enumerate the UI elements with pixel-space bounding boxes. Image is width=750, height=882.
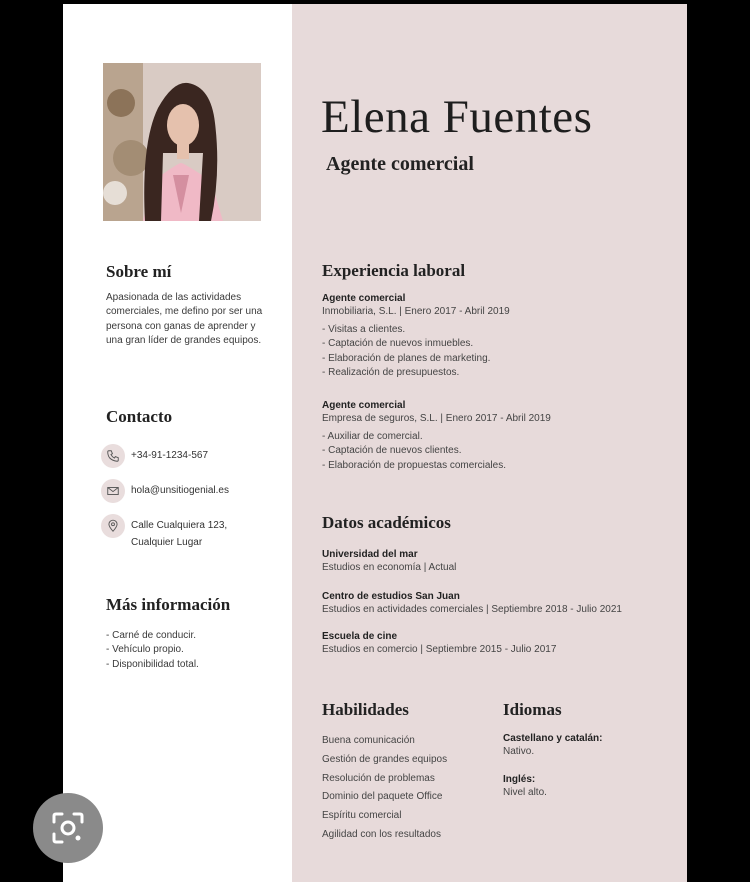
skill-item: Agilidad con los resultados (322, 828, 441, 840)
skill-item: Dominio del paquete Office (322, 791, 443, 803)
more-info-list (106, 629, 199, 672)
job-task: - Elaboración de planes de marketing. (322, 352, 491, 364)
contact-address (101, 514, 227, 551)
candidate-role: Agente comercial (326, 153, 474, 175)
job-role: Agente comercial (322, 293, 406, 304)
profile-photo (103, 63, 261, 221)
location-pin-icon (101, 514, 125, 538)
job-entry (322, 399, 551, 473)
phone-icon (101, 444, 125, 468)
education-entry (322, 590, 622, 616)
language-name: Castellano y catalán: (503, 733, 603, 744)
education-entry (322, 630, 556, 656)
language-level: Nativo. (503, 746, 535, 757)
education-entry (322, 548, 456, 574)
job-company: Inmobiliaria, S.L. | Enero 2017 - Abril 2019 (322, 306, 510, 317)
skill-item: Gestión de grandes equipos (322, 753, 448, 765)
contact-email (101, 479, 229, 503)
address-line-2: Cualquier Lugar (131, 537, 203, 548)
language-entry (503, 773, 547, 799)
education-detail: Estudios en actividades comerciales | Septiembre 2018 - Julio 2021 (322, 604, 622, 615)
more-info-title: Más información (106, 595, 231, 614)
skills-list (322, 735, 447, 848)
more-info-item: - Carné de conducir. (106, 630, 197, 641)
experience-title: Experiencia laboral (322, 261, 466, 280)
phone-text: +34-91-1234-567 (131, 450, 209, 461)
lens-search-button[interactable] (33, 793, 103, 863)
job-tasks (322, 430, 551, 473)
contact-title: Contacto (106, 407, 173, 426)
job-task: - Captación de nuevos clientes. (322, 445, 462, 457)
candidate-name: Elena Fuentes (321, 91, 593, 143)
about-text: Apasionada de las actividades comerciales, me defino por ser una persona con ganas de aprender y una gran líder de grandes equipos. (106, 292, 263, 347)
language-level: Nivel alto. (503, 787, 547, 798)
lens-icon (50, 810, 86, 846)
job-role: Agente comercial (322, 400, 406, 411)
more-info-item: - Vehículo propio. (106, 644, 184, 656)
email-text[interactable]: hola@unsitiogenial.es (131, 485, 229, 496)
more-info-item: - Disponibilidad total. (106, 658, 199, 670)
languages-title: Idiomas (503, 700, 562, 719)
address-line-1: Calle Cualquiera 123, (131, 520, 228, 531)
education-school: Universidad del mar (322, 549, 418, 560)
job-task: - Realización de presupuestos. (322, 366, 460, 378)
skill-item: Resolución de problemas (322, 772, 435, 784)
education-detail: Estudios en economía | Actual (322, 562, 457, 573)
education-detail: Estudios en comercio | Septiembre 2015 - Julio 2017 (322, 644, 557, 655)
skill-item: Espíritu comercial (322, 810, 402, 822)
education-school: Centro de estudios San Juan (322, 591, 460, 602)
job-task: - Auxiliar de comercial. (322, 431, 423, 442)
language-entry (503, 732, 602, 758)
resume-page (63, 4, 687, 882)
skills-title: Habilidades (322, 700, 409, 719)
about-title: Sobre mí (106, 262, 172, 281)
job-task: - Visitas a clientes. (322, 324, 406, 335)
education-school: Escuela de cine (322, 631, 398, 642)
job-company: Empresa de seguros, S.L. | Enero 2017 - Abril 2019 (322, 413, 551, 424)
language-name: Inglés: (503, 774, 536, 785)
address-text (131, 514, 227, 551)
contact-phone (101, 444, 208, 468)
job-task: - Captación de nuevos inmuebles. (322, 338, 474, 350)
job-tasks (322, 323, 510, 380)
job-task: - Elaboración de propuestas comerciales. (322, 459, 506, 471)
education-title: Datos académicos (322, 513, 451, 532)
skill-item: Buena comunicación (322, 735, 415, 746)
job-entry (322, 292, 510, 380)
mail-icon (101, 479, 125, 503)
